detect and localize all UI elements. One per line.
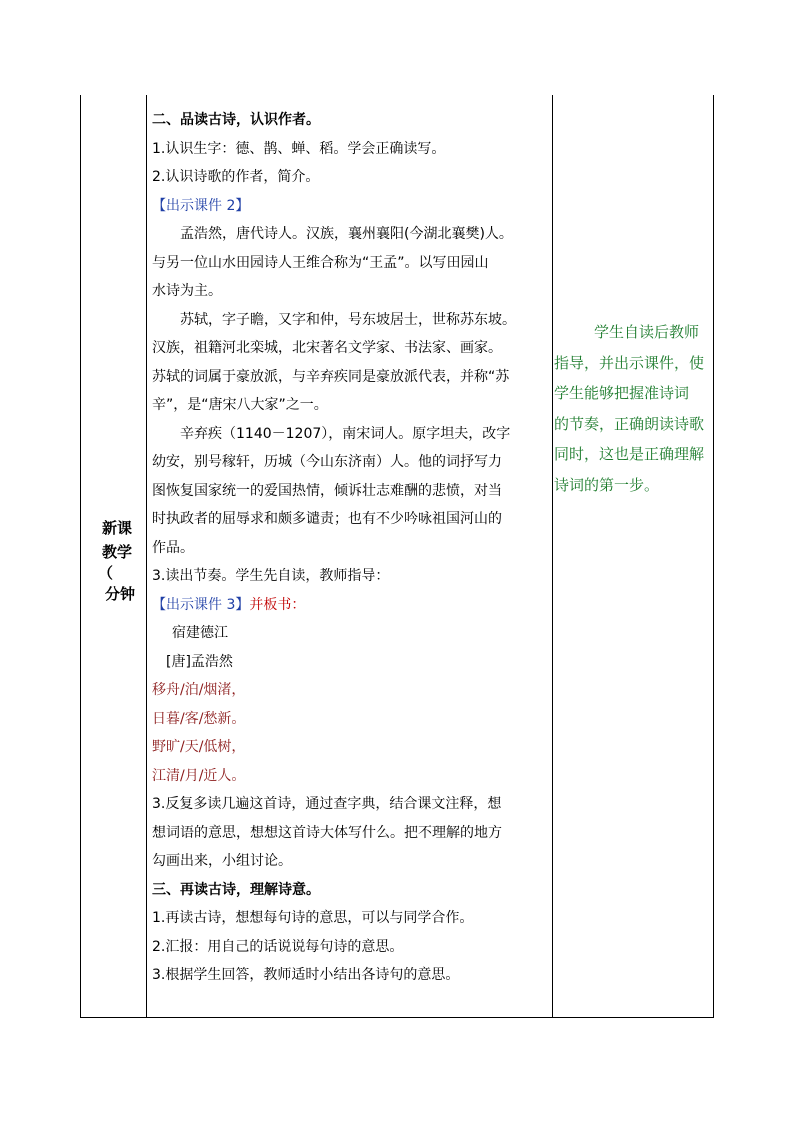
poem-line: 江清/月/近人。 — [152, 767, 246, 784]
label-line: 分钟 — [105, 585, 136, 603]
text-line: 2.认识诗歌的作者，简介。 — [152, 169, 320, 185]
text-line: 作品。 — [152, 539, 194, 556]
poem-title: 宿建德江 — [172, 625, 228, 641]
poem-line: 野旷/天/低树， — [152, 739, 246, 755]
text-line: 想词语的意思，想想这首诗大体写什么。把不理解的地方 — [152, 824, 502, 841]
text-line: 幼安，别号稼轩，历城（今山东济南）人。他的词抒写力 — [152, 454, 502, 470]
lesson-table — [80, 95, 713, 1018]
intent-line: 同时，这也是正确理解 — [554, 445, 705, 463]
text-line: 苏轼的词属于豪放派，与辛弃疾同是豪放派代表，并称“苏 — [152, 368, 510, 385]
text-line: 勾画出来，小组讨论。 — [152, 853, 292, 869]
table-border-right — [713, 95, 714, 1018]
section-heading: 二、品读古诗，认识作者。 — [152, 112, 320, 128]
poem-author: [唐]孟浩然 — [166, 653, 233, 670]
text-line: 辛弃疾（1140－1207），南宋词人。原字坦夫，改字 — [180, 425, 511, 442]
intent-line: 学生自读后教师 — [594, 323, 700, 341]
text-line: 1.认识生字：德、鹊、蝉、稻。学会正确读写。 — [152, 140, 446, 157]
text-line: 3.读出节奏。学生先自读，教师指导： — [152, 568, 390, 584]
text-line: 3.反复多读几遍这首诗，通过查字典，结合课文注释，想 — [152, 796, 502, 812]
courseware-line — [152, 591, 552, 620]
text-line: 1.再读古诗，想想每句诗的意思，可以与同学合作。 — [152, 910, 474, 926]
intent-line: 指导，并出示课件，使 — [554, 353, 705, 372]
text-line: 辛”，是“唐宋八大家”之一。 — [152, 397, 328, 413]
text-line: 汉族，祖籍河北栾城，北宋著名文学家、书法家、画家。 — [152, 340, 502, 356]
label-line: 教学 — [102, 543, 133, 561]
text-line: 图恢复国家统一的爱国热情，倾诉壮志难酬的悲愤，对当 — [152, 482, 502, 499]
courseware-tag: 【出示课件 2】 — [152, 197, 250, 214]
text-line: 时执政者的屈辱求和颇多谴责；也有不少吟咏祖国河山的 — [152, 511, 502, 527]
label-line: 新课 — [102, 519, 133, 537]
table-divider-2 — [552, 95, 553, 1018]
section-label — [98, 516, 136, 606]
board-note: 并板书： — [249, 596, 306, 613]
label-line: （ — [98, 564, 114, 582]
poem-line: 日暮/客/愁新。 — [152, 710, 246, 727]
intent-line: 诗词的第一步。 — [554, 475, 660, 494]
text-line: 苏轼，字子瞻，又字和仲，号东坡居士，世称苏东坡。 — [180, 311, 516, 328]
section-heading: 三、再读古诗，理解诗意。 — [152, 881, 320, 898]
text-line: 2.汇报：用自己的话说说每句诗的意思。 — [152, 938, 404, 955]
intent-line: 的节奏，正确朗读诗歌 — [554, 414, 705, 433]
intent-line: 学生能够把握准诗词 — [554, 384, 690, 402]
table-divider-1 — [146, 95, 147, 1018]
table-border-bottom — [80, 1017, 714, 1018]
text-line: 水诗为主。 — [152, 283, 222, 299]
text-line: 与另一位山水田园诗人王维合称为“王孟”。以写田园山 — [152, 254, 489, 271]
text-line: 3.根据学生回答，教师适时小结出各诗句的意思。 — [152, 967, 460, 983]
design-intent — [554, 317, 714, 500]
text-line: 孟浩然，唐代诗人。汉族，襄州襄阳(今湖北襄樊)人。 — [180, 226, 513, 242]
teaching-content — [152, 106, 552, 990]
courseware-tag: 【出示课件 3】 — [152, 596, 250, 613]
poem-line: 移舟/泊/烟渚， — [152, 682, 246, 698]
section-label-cell — [80, 95, 146, 1018]
